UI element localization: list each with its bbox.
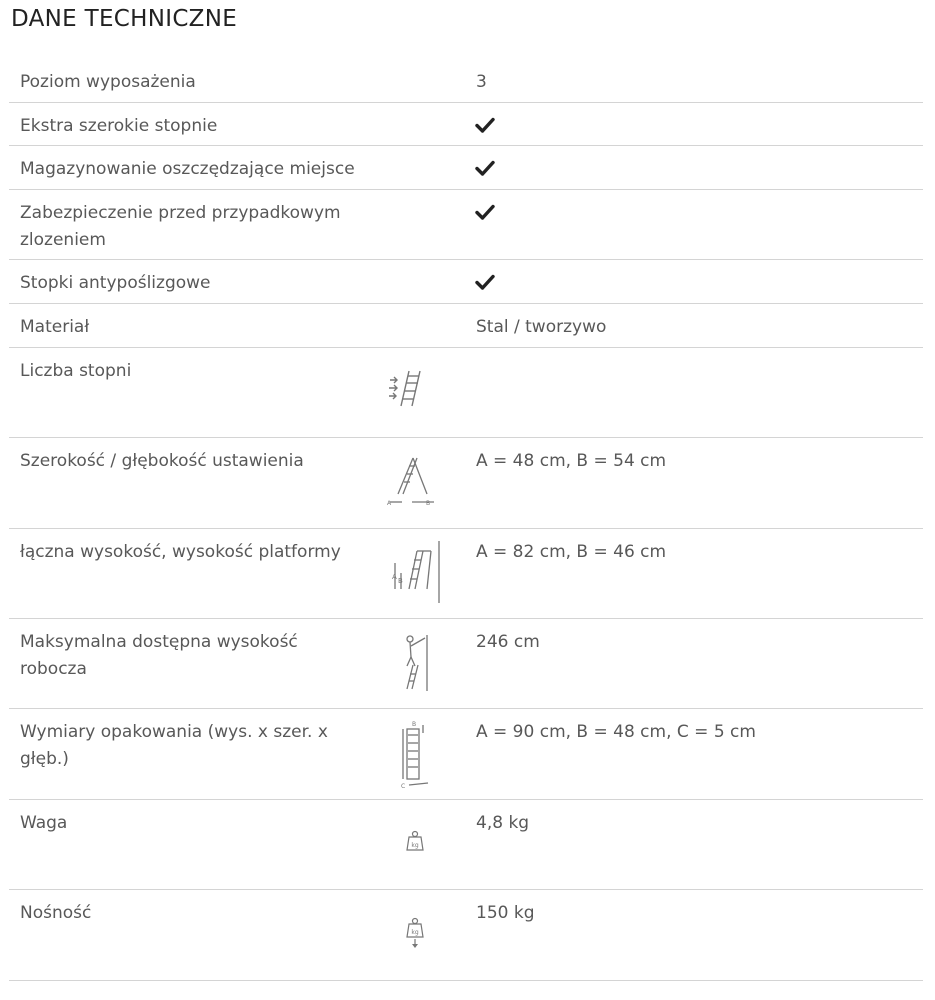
spec-row-number-of-steps — [9, 348, 923, 438]
spec-row-material — [9, 304, 923, 348]
weight-icon — [405, 830, 425, 852]
spec-label: Szerokość / głębokość ustawienia — [20, 451, 304, 471]
checkmark-icon — [475, 160, 495, 176]
spec-row-fold-protection — [9, 190, 923, 260]
spec-row-load-capacity — [9, 890, 923, 981]
dim-a-label: A — [387, 500, 392, 506]
ladder-steps-icon — [387, 368, 427, 408]
spec-label: Ekstra szerokie stopnie — [20, 116, 218, 136]
spec-label: Magazynowanie oszczędzające miejsce — [20, 159, 355, 179]
spec-label: Wymiary opakowania (wys. x szer. x głęb.) — [20, 722, 328, 769]
dim-c-label: C — [401, 783, 406, 789]
ladder-height-icon — [387, 539, 443, 605]
spec-value: Stal / tworzywo — [476, 317, 607, 337]
spec-label: Liczba stopni — [20, 361, 132, 381]
spec-row-weight — [9, 800, 923, 890]
ladder-footprint-icon — [382, 454, 444, 506]
dim-b-label: B — [398, 577, 403, 585]
load-icon-label: kg — [411, 929, 419, 936]
dim-b-label: B — [412, 721, 417, 728]
spec-value: A = 82 cm, B = 46 cm — [476, 542, 667, 562]
spec-row-extra-wide-steps — [9, 103, 923, 146]
checkmark-icon — [475, 274, 495, 290]
spec-value: 4,8 kg — [476, 813, 530, 833]
weight-icon-label: kg — [411, 842, 419, 849]
spec-label: łączna wysokość, wysokość platformy — [20, 542, 341, 562]
spec-label: Stopki antypoślizgowe — [20, 273, 211, 293]
spec-row-total-height — [9, 529, 923, 619]
spec-label: Poziom wyposażenia — [20, 72, 196, 92]
spec-value: A = 48 cm, B = 54 cm — [476, 451, 667, 471]
checkmark-icon — [475, 204, 495, 220]
load-capacity-icon — [405, 917, 425, 949]
spec-value: 246 cm — [476, 632, 540, 652]
spec-value: 3 — [476, 72, 487, 92]
package-dimensions-icon — [400, 721, 430, 789]
spec-row-working-height — [9, 619, 923, 709]
working-height-icon — [399, 633, 433, 693]
spec-row-equipment-level — [9, 59, 923, 103]
spec-row-package-dimensions — [9, 709, 923, 800]
spec-row-anti-slip-feet — [9, 260, 923, 304]
page-title: DANE TECHNICZNE — [11, 6, 238, 32]
spec-value: 150 kg — [476, 903, 535, 923]
checkmark-icon — [475, 117, 495, 133]
spec-label: Materiał — [20, 317, 90, 337]
spec-row-footprint — [9, 438, 923, 529]
spec-label: Nośność — [20, 903, 92, 923]
dim-b-label: B — [426, 500, 431, 506]
spec-value: A = 90 cm, B = 48 cm, C = 5 cm — [476, 722, 756, 742]
dim-a-label: A — [392, 573, 397, 581]
spec-label: Waga — [20, 813, 68, 833]
tech-specs-table — [9, 59, 923, 981]
spec-row-space-saving-storage — [9, 146, 923, 190]
spec-label: Maksymalna dostępna wysokość robocza — [20, 632, 298, 679]
spec-label: Zabezpieczenie przed przypadkowym zlozeniem — [20, 203, 341, 250]
